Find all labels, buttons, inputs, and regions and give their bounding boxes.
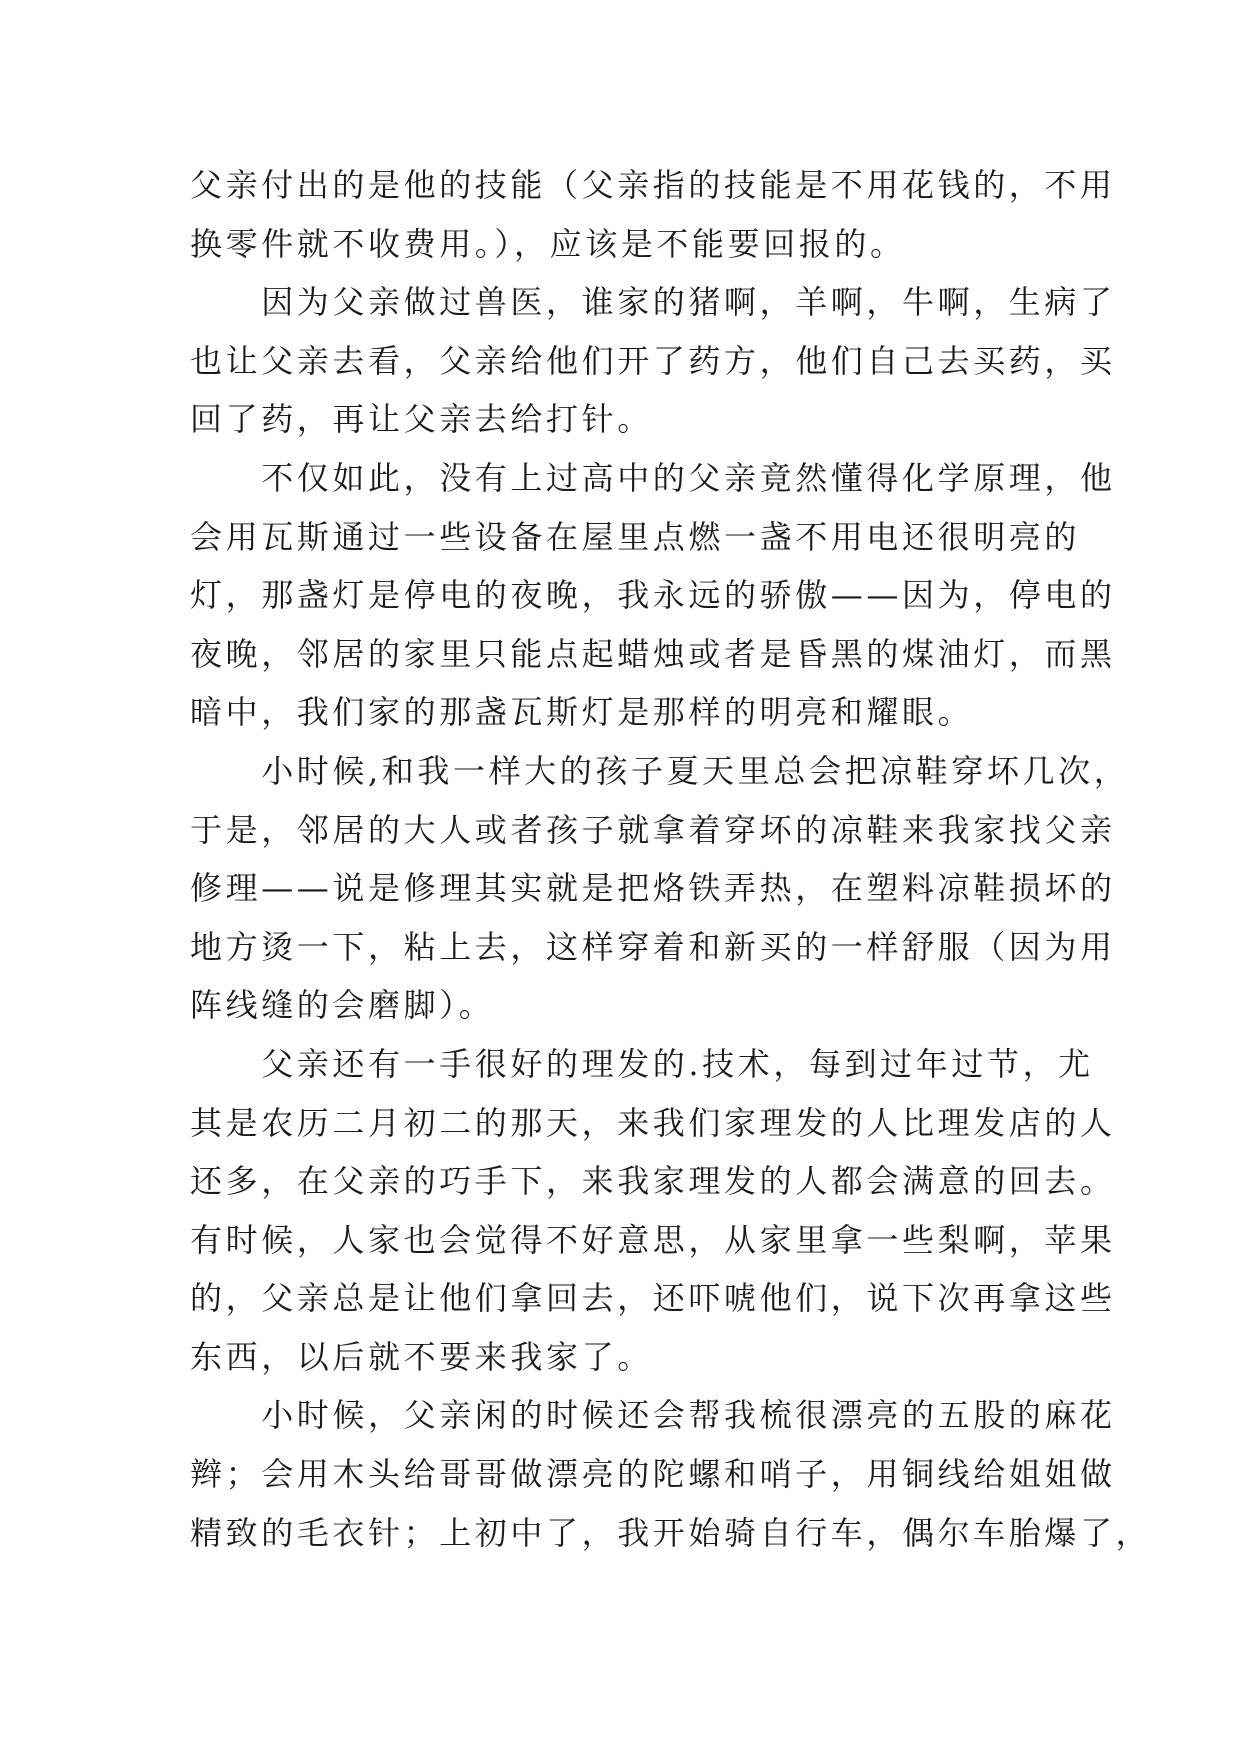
text-line: 小时候，父亲闲的时候还会帮我梳很漂亮的五股的麻花 [190,1396,1116,1435]
text-line: 修理——说是修理其实就是把烙铁弄热，在塑料凉鞋损坏的 [190,869,1116,908]
body-text [190,156,1152,1562]
text-line: 父亲还有一手很好的理发的.技术，每到过年过节，尤 [190,1044,1094,1083]
text-line: 夜晚，邻居的家里只能点起蜡烛或者是昏黑的煤油灯，而黑 [190,634,1116,673]
text-line: 于是，邻居的大人或者孩子就拿着穿坏的凉鞋来我家找父亲 [190,810,1116,849]
text-line: 阵线缝的会磨脚）。 [190,986,495,1025]
text-line: 小时候,和我一样大的孩子夏天里总会把凉鞋穿坏几次， [190,751,1130,790]
text-line: 也让父亲去看，父亲给他们开了药方，他们自己去买药，买 [190,341,1116,380]
text-line: 回了药，再让父亲去给打针。 [190,400,653,439]
text-line: 灯，那盏灯是停电的夜晚，我永远的骄傲——因为，停电的 [190,576,1116,615]
text-line: 还多，在父亲的巧手下，来我家理发的人都会满意的回去。 [190,1162,1116,1201]
text-line: 换零件就不收费用。），应该是不能要回报的。 [190,224,906,263]
text-line: 因为父亲做过兽医，谁家的猪啊，羊啊，牛啊，生病了 [190,283,1116,322]
text-line: 会用瓦斯通过一些设备在屋里点燃一盏不用电还很明亮的 [190,517,1081,556]
text-line: 父亲付出的是他的技能（父亲指的技能是不用花钱的，不用 [190,166,1116,204]
text-line: 地方烫一下，粘上去，这样穿着和新买的一样舒服（因为用 [190,927,1116,966]
text-line: 东西，以后就不要来我家了。 [190,1337,653,1376]
text-line: 精致的毛衣针；上初中了，我开始骑自行车，偶尔车胎爆了， [190,1513,1152,1552]
text-line: 其是农历二月初二的那天，来我们家理发的人比理发店的人 [190,1103,1116,1142]
text-line: 辫；会用木头给哥哥做漂亮的陀螺和哨子，用铜线给姐姐做 [190,1455,1116,1494]
text-line: 暗中，我们家的那盏瓦斯灯是那样的明亮和耀眼。 [190,693,974,732]
text-line: 的，父亲总是让他们拿回去，还吓唬他们，说下次再拿这些 [190,1279,1116,1318]
text-line: 有时候，人家也会觉得不好意思，从家里拿一些梨啊，苹果 [190,1220,1116,1259]
text-line: 不仅如此，没有上过高中的父亲竟然懂得化学原理，他 [190,458,1116,497]
